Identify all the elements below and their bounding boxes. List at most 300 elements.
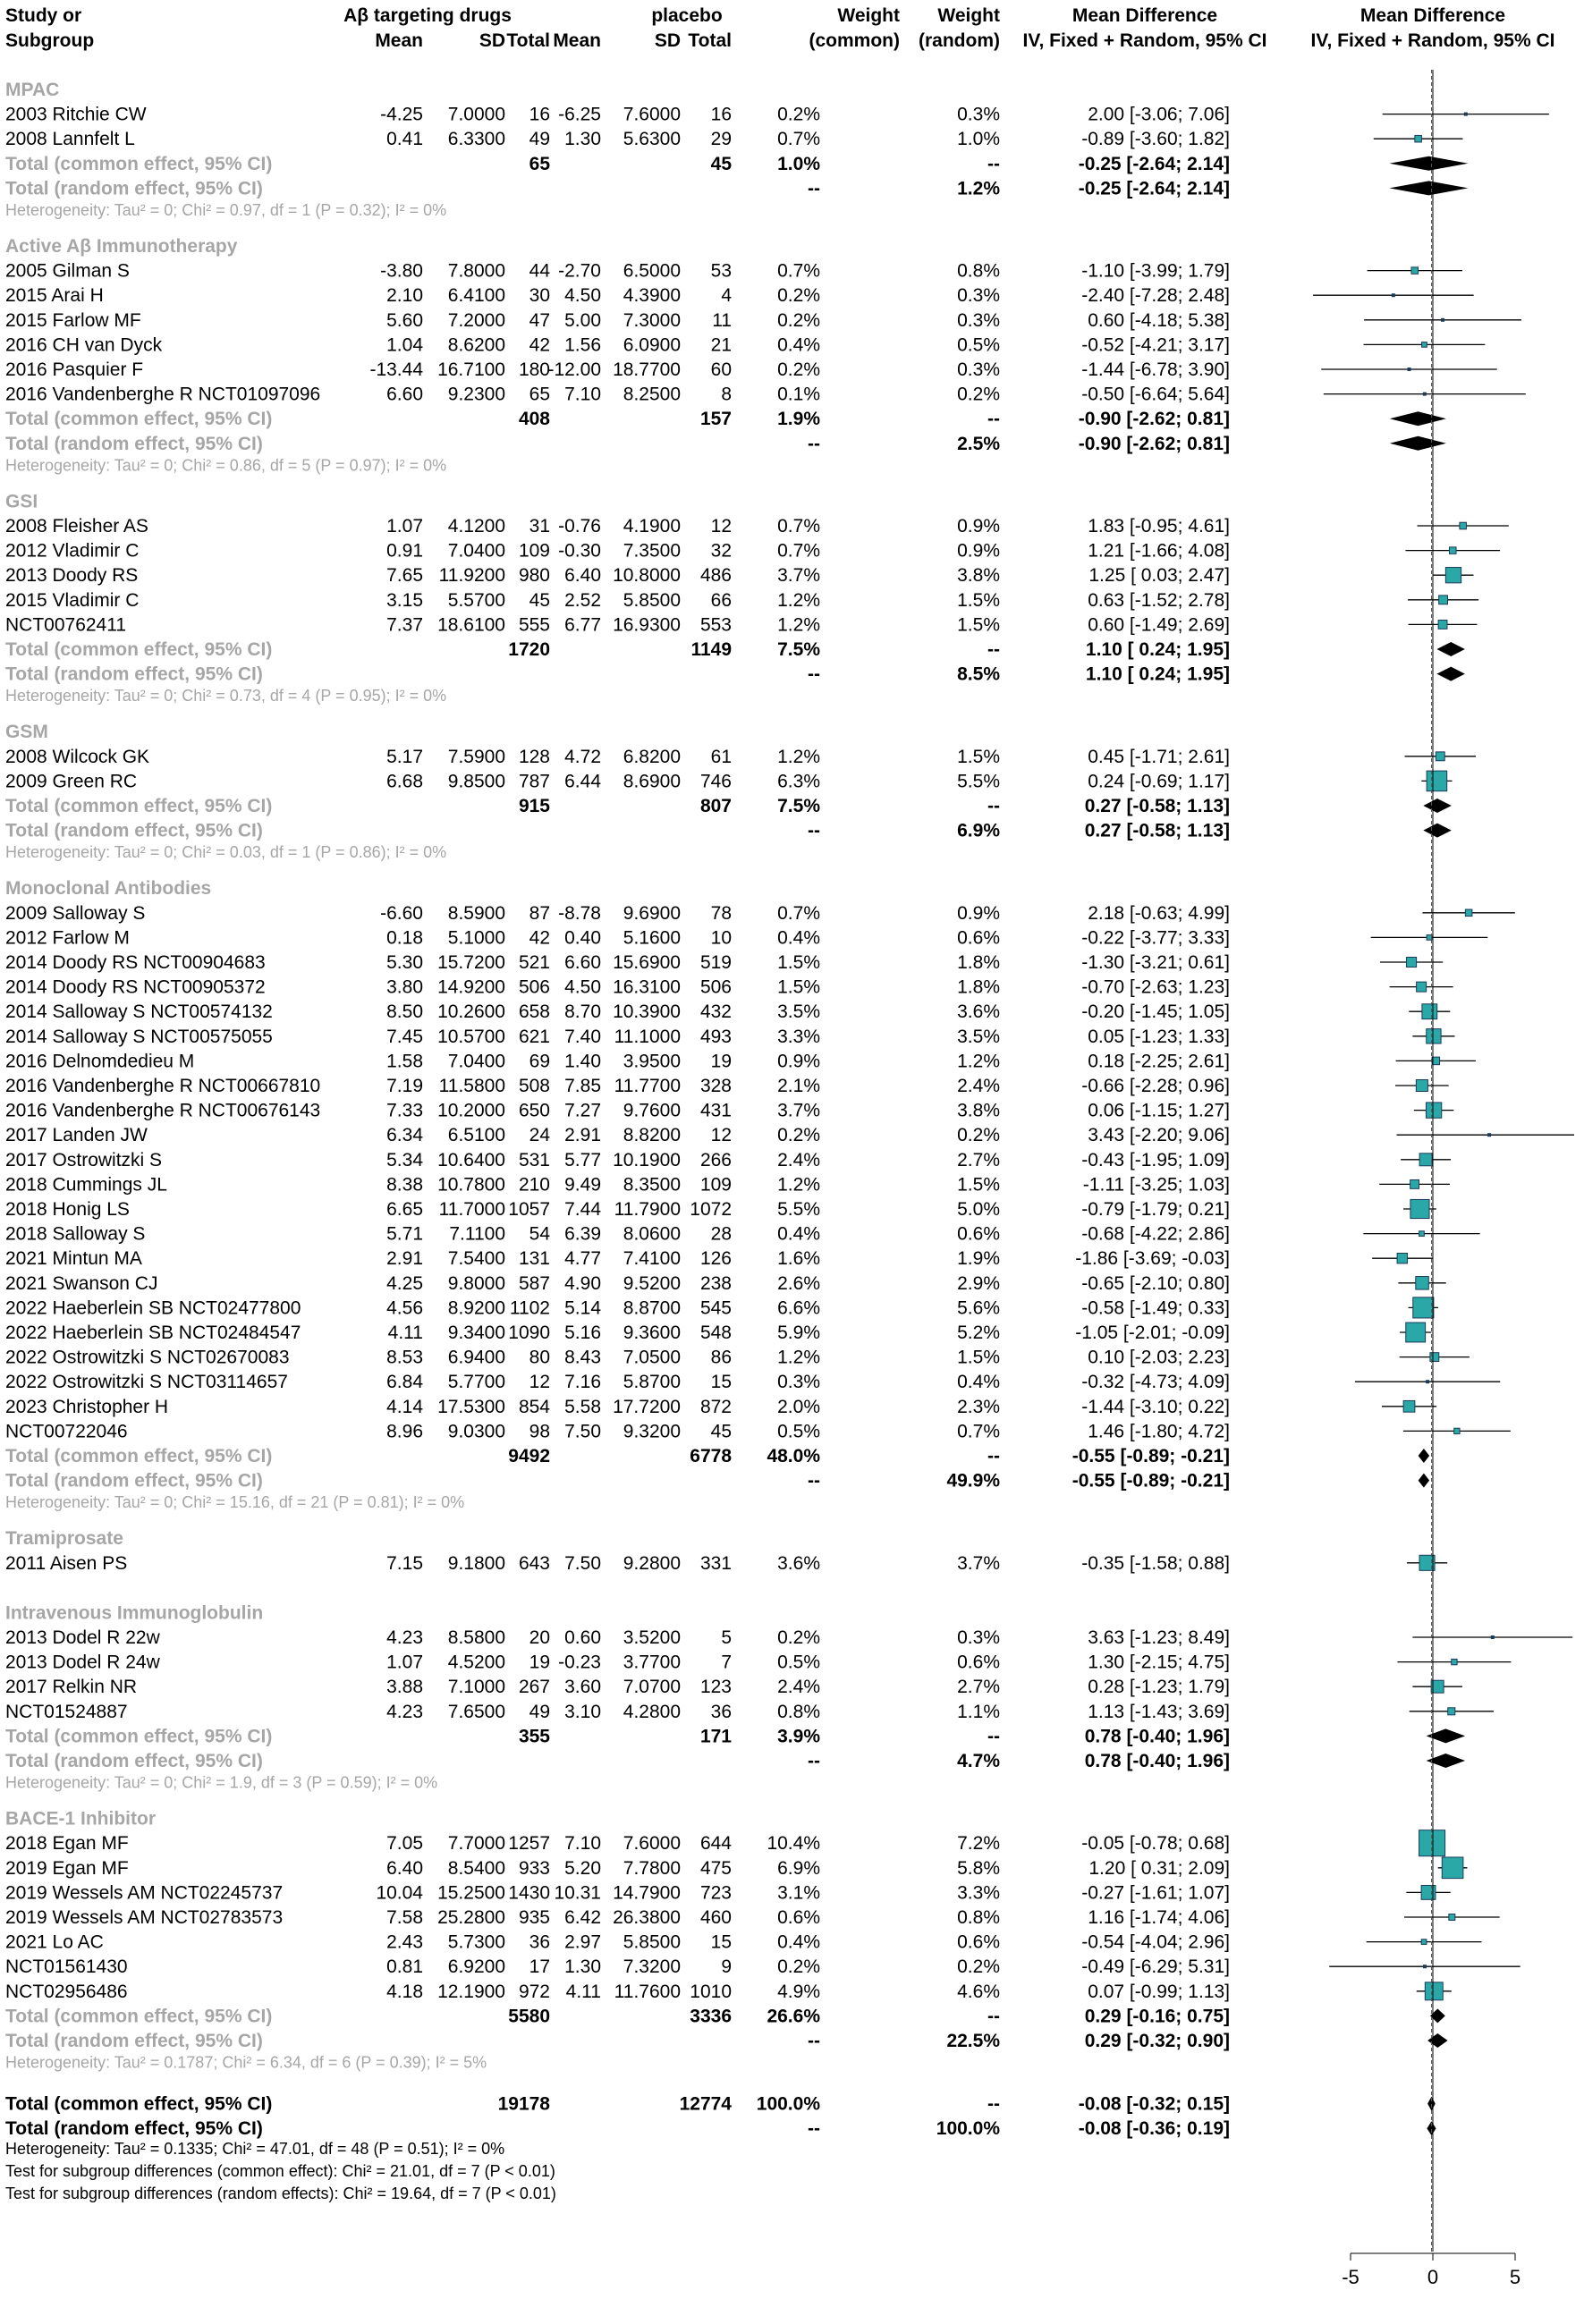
weight-common: 0.5% — [777, 1421, 820, 1442]
md-ci: -0.58 [-1.49; 0.33] — [1081, 1297, 1230, 1319]
ctrl-mean: 5.77 — [564, 1149, 601, 1170]
exp-sd: 7.0000 — [447, 104, 505, 125]
diamond-common — [1390, 411, 1446, 426]
exp-mean: 7.15 — [386, 1552, 423, 1574]
study-name: 2008 Fleisher AS — [5, 516, 148, 537]
weight-random: 3.7% — [957, 1552, 1000, 1574]
exp-sd: 9.8500 — [447, 771, 505, 792]
study-name: 2018 Cummings JL — [5, 1174, 167, 1196]
exp-total: 45 — [529, 589, 550, 611]
ctrl-mean: 9.49 — [564, 1174, 601, 1196]
study-name: 2022 Ostrowitzki S NCT03114657 — [5, 1372, 288, 1393]
header-exp-group: Aβ targeting drugs — [343, 5, 512, 26]
exp-total: 555 — [518, 614, 550, 636]
ctrl-mean: -12.00 — [547, 359, 601, 380]
ctrl-total: 4 — [721, 285, 732, 307]
exp-mean: 1.04 — [386, 334, 423, 356]
ctrl-mean: 7.27 — [564, 1100, 601, 1121]
ctrl-total: 519 — [699, 952, 732, 973]
weight-random: 2.7% — [957, 1677, 1000, 1698]
weight-common: 2.0% — [777, 1396, 820, 1417]
total-weight-random: 8.5% — [957, 663, 1000, 685]
exp-sd: 7.5400 — [447, 1248, 505, 1270]
md-ci: 0.07 [-0.99; 1.13] — [1088, 1981, 1230, 2002]
exp-total: 30 — [529, 285, 550, 307]
diamond-random — [1436, 667, 1464, 681]
diamond-random — [1423, 824, 1451, 838]
exp-total: 36 — [529, 1931, 550, 1953]
ctrl-total: 15 — [710, 1372, 732, 1393]
weight-random: 0.6% — [957, 1223, 1000, 1245]
total-weight-random: -- — [987, 1726, 1000, 1747]
total-weight-random: -- — [987, 2006, 1000, 2027]
weight-random: 3.8% — [957, 565, 1000, 587]
ctrl-mean: 6.39 — [564, 1223, 601, 1245]
study-name: 2016 CH van Dyck — [5, 334, 163, 356]
ctrl-mean: 1.40 — [564, 1051, 601, 1072]
md-ci: 1.46 [-1.80; 4.72] — [1088, 1421, 1230, 1442]
exp-total: 128 — [518, 746, 550, 767]
ctrl-total: 8 — [721, 384, 732, 405]
exp-total: 658 — [518, 1001, 550, 1023]
total-weight-random: -- — [987, 153, 1000, 174]
total-random-label: Total (random effect, 95% CI) — [5, 820, 263, 841]
md-ci: -0.22 [-3.77; 3.33] — [1081, 927, 1230, 949]
weight-common: 0.9% — [777, 1051, 820, 1072]
effect-square — [1441, 318, 1444, 322]
ctrl-total: 1010 — [690, 1981, 732, 2002]
ctrl-mean: 4.50 — [564, 976, 601, 998]
total-weight-random: -- — [987, 1446, 1000, 1466]
total-md-ci: 1.10 [ 0.24; 1.95] — [1085, 639, 1230, 660]
exp-sd: 9.1800 — [447, 1552, 505, 1574]
study-name: 2015 Vladimir C — [5, 589, 140, 611]
md-ci: -1.10 [-3.99; 1.79] — [1081, 260, 1230, 282]
md-ci: 0.10 [-2.03; 2.23] — [1088, 1347, 1230, 1368]
ctrl-mean: 2.52 — [564, 589, 601, 611]
exp-mean: 3.80 — [386, 976, 423, 998]
study-name: 2017 Landen JW — [5, 1125, 148, 1146]
study-name: 2012 Farlow M — [5, 927, 130, 949]
weight-random: 0.6% — [957, 927, 1000, 949]
ctrl-total: 723 — [699, 1882, 732, 1904]
exp-mean: 2.91 — [386, 1248, 423, 1270]
weight-common: 3.5% — [777, 1001, 820, 1023]
total-md-ci: 1.10 [ 0.24; 1.95] — [1085, 663, 1230, 685]
study-name: 2022 Haeberlein SB NCT02477800 — [5, 1297, 301, 1319]
total-ctrl-n: 3336 — [690, 2006, 732, 2027]
weight-random: 1.2% — [957, 1051, 1000, 1072]
exp-total: 521 — [518, 952, 550, 973]
ctrl-sd: 5.8500 — [623, 1931, 681, 1953]
exp-mean: 2.43 — [386, 1931, 423, 1953]
ctrl-mean: 1.30 — [564, 129, 601, 150]
weight-random: 1.8% — [957, 976, 1000, 998]
weight-common: 0.1% — [777, 384, 820, 405]
ctrl-total: 66 — [710, 589, 732, 611]
exp-total: 621 — [518, 1026, 550, 1047]
effect-square — [1416, 1277, 1429, 1290]
ctrl-mean: 0.60 — [564, 1627, 601, 1648]
weight-random: 1.0% — [957, 129, 1000, 150]
md-ci: -2.40 [-7.28; 2.48] — [1081, 285, 1230, 307]
exp-total: 109 — [518, 540, 550, 562]
effect-square — [1397, 1254, 1407, 1263]
ctrl-total: 15 — [710, 1931, 732, 1953]
header-method-plot: IV, Fixed + Random, 95% CI — [1310, 30, 1555, 51]
ctrl-total: 266 — [699, 1149, 732, 1170]
md-ci: -0.05 [-0.78; 0.68] — [1081, 1833, 1230, 1855]
header-md-plot: Mean Difference — [1360, 5, 1506, 26]
exp-mean: 1.58 — [386, 1051, 423, 1072]
ctrl-total: 28 — [710, 1223, 732, 1245]
exp-sd: 7.1000 — [447, 1677, 505, 1698]
exp-sd: 9.3400 — [447, 1323, 505, 1343]
ctrl-mean: 7.10 — [564, 1833, 601, 1855]
header-weight-random: (random) — [919, 30, 1000, 51]
exp-mean: 0.18 — [386, 927, 423, 949]
ctrl-sd: 15.6900 — [613, 952, 681, 973]
total-ctrl-n: 171 — [699, 1726, 732, 1747]
ctrl-total: 5 — [721, 1627, 732, 1648]
weight-common: 1.2% — [777, 589, 820, 611]
weight-random: 0.6% — [957, 1931, 1000, 1953]
study-name: 2022 Haeberlein SB NCT02484547 — [5, 1323, 301, 1343]
weight-common: 1.5% — [777, 952, 820, 973]
weight-random: 0.7% — [957, 1421, 1000, 1442]
ctrl-mean: -2.70 — [558, 260, 601, 282]
study-name: 2014 Doody RS NCT00904683 — [5, 952, 266, 973]
heterogeneity-text: Heterogeneity: Tau² = 0; Chi² = 0.73, df = 4 (P = 0.95); I² = 0% — [5, 687, 447, 706]
md-ci: -0.70 [-2.63; 1.23] — [1081, 976, 1230, 998]
exp-mean: 6.60 — [386, 384, 423, 405]
md-ci: -0.27 [-1.61; 1.07] — [1081, 1882, 1230, 1904]
study-name: 2008 Wilcock GK — [5, 746, 150, 767]
exp-mean: 8.50 — [386, 1001, 423, 1023]
exp-mean: 0.41 — [386, 129, 423, 150]
ctrl-mean: 1.56 — [564, 334, 601, 356]
study-name: 2003 Ritchie CW — [5, 104, 147, 125]
study-name: 2018 Salloway S — [5, 1223, 146, 1245]
weight-common: 0.2% — [777, 1627, 820, 1648]
total-weight-random: 100.0% — [936, 2118, 1000, 2140]
weight-random: 1.5% — [957, 1174, 1000, 1196]
exp-mean: 8.53 — [386, 1347, 423, 1368]
exp-mean: 7.05 — [386, 1833, 423, 1855]
heterogeneity-overall: Heterogeneity: Tau² = 0.1335; Chi² = 47.01, df = 48 (P = 0.51); I² = 0% — [5, 2139, 505, 2158]
ctrl-total: 53 — [710, 260, 732, 282]
study-name: NCT01561430 — [5, 1956, 128, 1978]
ctrl-sd: 9.3600 — [623, 1323, 681, 1343]
exp-sd: 7.5900 — [447, 746, 505, 767]
weight-random: 3.6% — [957, 1001, 1000, 1023]
md-ci: 0.06 [-1.15; 1.27] — [1088, 1100, 1230, 1121]
ctrl-mean: 0.40 — [564, 927, 601, 949]
exp-mean: 8.38 — [386, 1174, 423, 1196]
header-ctrl-group: placebo — [651, 5, 723, 26]
exp-mean: 5.60 — [386, 309, 423, 331]
study-name: 2013 Doody RS — [5, 565, 139, 587]
ctrl-sd: 3.5200 — [623, 1627, 681, 1648]
ctrl-total: 872 — [699, 1396, 732, 1417]
total-md-ci: -0.55 [-0.89; -0.21] — [1072, 1446, 1230, 1466]
exp-total: 19 — [529, 1652, 550, 1673]
weight-common: 0.5% — [777, 1652, 820, 1673]
diamond-common — [1427, 1728, 1465, 1743]
header-sd: SD — [479, 30, 505, 51]
heterogeneity-text: Heterogeneity: Tau² = 0; Chi² = 0.03, df = 1 (P = 0.86); I² = 0% — [5, 843, 447, 862]
exp-mean: 7.19 — [386, 1076, 423, 1096]
subgroup-title: MPAC — [5, 80, 60, 100]
ctrl-total: 36 — [710, 1701, 732, 1722]
exp-mean: 4.25 — [386, 1272, 423, 1294]
total-random-label: Total (random effect, 95% CI) — [5, 433, 263, 454]
ctrl-total: 644 — [699, 1833, 732, 1855]
ctrl-sd: 9.5200 — [623, 1272, 681, 1294]
md-ci: -0.43 [-1.95; 1.09] — [1081, 1149, 1230, 1170]
exp-total: 531 — [518, 1149, 550, 1170]
weight-random: 7.2% — [957, 1833, 1000, 1855]
md-ci: 0.24 [-0.69; 1.17] — [1088, 771, 1230, 792]
study-name: 2015 Arai H — [5, 285, 104, 307]
study-name: 2023 Christopher H — [5, 1396, 169, 1417]
exp-sd: 8.9200 — [447, 1297, 505, 1319]
effect-square — [1439, 596, 1448, 604]
study-name: 2019 Wessels AM NCT02783573 — [5, 1907, 284, 1928]
weight-random: 0.9% — [957, 902, 1000, 924]
total-md-ci: -0.25 [-2.64; 2.14] — [1078, 153, 1230, 174]
total-weight-common: 26.6% — [767, 2006, 820, 2027]
total-weight-common: 1.9% — [777, 409, 820, 430]
total-random-label: Total (random effect, 95% CI) — [5, 1470, 263, 1492]
exp-sd: 7.7000 — [447, 1833, 505, 1855]
exp-mean: 6.68 — [386, 771, 423, 792]
study-name: 2017 Relkin NR — [5, 1677, 138, 1698]
total-weight-common: 7.5% — [777, 639, 820, 660]
ctrl-total: 78 — [710, 902, 732, 924]
ctrl-total: 238 — [699, 1272, 732, 1294]
total-weight-common: 7.5% — [777, 796, 820, 816]
ctrl-total: 548 — [699, 1323, 732, 1343]
exp-sd: 10.7800 — [437, 1174, 505, 1196]
ctrl-sd: 7.6000 — [623, 1833, 681, 1855]
exp-total: 267 — [518, 1677, 550, 1698]
weight-random: 0.6% — [957, 1652, 1000, 1673]
exp-total: 87 — [529, 902, 550, 924]
ctrl-total: 45 — [710, 1421, 732, 1442]
exp-total: 12 — [529, 1372, 550, 1393]
effect-square — [1392, 293, 1395, 297]
weight-common: 6.3% — [777, 771, 820, 792]
ctrl-mean: 4.90 — [564, 1272, 601, 1294]
weight-common: 0.2% — [777, 1956, 820, 1978]
heterogeneity-text: Heterogeneity: Tau² = 0; Chi² = 0.97, df = 1 (P = 0.32); I² = 0% — [5, 201, 447, 219]
subgroup-title: Tramiprosate — [5, 1528, 123, 1550]
ctrl-sd: 8.8200 — [623, 1125, 681, 1146]
ctrl-total: 12 — [710, 516, 732, 537]
study-name: 2018 Egan MF — [5, 1833, 129, 1855]
exp-total: 972 — [518, 1981, 550, 2002]
effect-square — [1454, 1428, 1460, 1433]
ctrl-sd: 7.0500 — [623, 1347, 681, 1368]
exp-sd: 7.1100 — [449, 1223, 505, 1245]
ctrl-sd: 8.0600 — [623, 1223, 681, 1245]
weight-common: 0.7% — [777, 129, 820, 150]
exp-sd: 4.1200 — [447, 516, 505, 537]
ctrl-total: 460 — [699, 1907, 732, 1928]
ctrl-total: 493 — [699, 1026, 732, 1047]
heterogeneity-text: Heterogeneity: Tau² = 0; Chi² = 15.16, df = 21 (P = 0.81); I² = 0% — [5, 1493, 465, 1512]
diamond-random — [1390, 436, 1446, 451]
exp-sd: 14.9200 — [437, 976, 505, 998]
exp-total: 16 — [529, 104, 550, 125]
exp-mean: 0.91 — [386, 540, 423, 562]
exp-sd: 7.2000 — [447, 309, 505, 331]
total-weight-random: -- — [987, 639, 1000, 660]
md-ci: 1.30 [-2.15; 4.75] — [1088, 1652, 1230, 1673]
effect-square — [1427, 935, 1432, 941]
diamond-random — [1389, 181, 1468, 195]
weight-common: 1.2% — [777, 746, 820, 767]
weight-common: 3.7% — [777, 565, 820, 587]
md-ci: 1.21 [-1.66; 4.08] — [1088, 540, 1230, 562]
ctrl-sd: 4.2800 — [623, 1701, 681, 1722]
exp-total: 210 — [518, 1174, 550, 1196]
effect-square — [1448, 1708, 1455, 1715]
md-ci: -0.79 [-1.79; 0.21] — [1081, 1199, 1230, 1220]
effect-square — [1419, 1231, 1425, 1237]
weight-common: 10.4% — [767, 1833, 820, 1855]
md-ci: -0.68 [-4.22; 2.86] — [1081, 1223, 1230, 1245]
study-name: 2021 Lo AC — [5, 1931, 104, 1953]
effect-square — [1408, 368, 1411, 371]
study-name: 2013 Dodel R 24w — [5, 1652, 160, 1673]
ctrl-total: 475 — [699, 1857, 732, 1879]
exp-total: 1430 — [508, 1882, 550, 1904]
exp-total: 933 — [518, 1857, 550, 1879]
exp-mean: 7.65 — [386, 565, 423, 587]
effect-square — [1491, 1635, 1495, 1639]
exp-sd: 10.6400 — [437, 1149, 505, 1170]
exp-sd: 25.2800 — [437, 1907, 505, 1928]
ctrl-total: 123 — [699, 1677, 732, 1698]
weight-common: 0.7% — [777, 902, 820, 924]
exp-sd: 5.1000 — [447, 927, 505, 949]
weight-common: 3.7% — [777, 1100, 820, 1121]
ctrl-total: 10 — [710, 927, 732, 949]
weight-random: 2.7% — [957, 1149, 1000, 1170]
ctrl-sd: 9.7600 — [623, 1100, 681, 1121]
ctrl-sd: 10.8000 — [613, 565, 681, 587]
effect-square — [1419, 1154, 1432, 1166]
ctrl-sd: 9.2800 — [623, 1552, 681, 1574]
diamond-common — [1423, 799, 1451, 813]
exp-total: 98 — [529, 1421, 550, 1442]
ctrl-total: 16 — [710, 104, 732, 125]
exp-mean: -13.44 — [369, 359, 423, 380]
header-subgroup: Subgroup — [5, 30, 95, 51]
heterogeneity-text: Heterogeneity: Tau² = 0; Chi² = 0.86, df = 5 (P = 0.97); I² = 0% — [5, 456, 447, 475]
weight-common: 1.2% — [777, 1174, 820, 1196]
total-exp-n: 915 — [518, 796, 550, 816]
weight-common: 4.9% — [777, 1981, 820, 2002]
effect-square — [1438, 620, 1447, 629]
total-ctrl-n: 45 — [710, 153, 732, 174]
effect-square — [1406, 1323, 1426, 1342]
exp-mean: 4.11 — [387, 1323, 423, 1343]
weight-random: 1.5% — [957, 614, 1000, 636]
ctrl-mean: 6.42 — [564, 1907, 601, 1928]
md-ci: -1.05 [-2.01; -0.09] — [1075, 1323, 1230, 1343]
effect-square — [1411, 267, 1419, 275]
exp-mean: 6.65 — [386, 1199, 423, 1220]
md-ci: -0.50 [-6.64; 5.64] — [1081, 384, 1230, 405]
total-common-label: Total (common effect, 95% CI) — [5, 1726, 273, 1747]
ctrl-total: 21 — [710, 334, 732, 356]
subgroup-title: BACE-1 Inhibitor — [5, 1808, 156, 1830]
exp-mean: 4.18 — [386, 1981, 423, 2002]
ctrl-mean: 7.40 — [564, 1026, 601, 1047]
exp-mean: 5.34 — [386, 1149, 423, 1170]
exp-sd: 8.5400 — [447, 1857, 505, 1879]
study-name: 2016 Vandenberghe R NCT01097096 — [5, 384, 321, 405]
exp-total: 508 — [518, 1076, 550, 1096]
md-ci: -0.20 [-1.45; 1.05] — [1081, 1001, 1230, 1023]
exp-mean: 5.30 — [386, 952, 423, 973]
ctrl-sd: 10.3900 — [613, 1001, 681, 1023]
study-name: 2015 Farlow MF — [5, 309, 141, 331]
ctrl-mean: 7.85 — [564, 1076, 601, 1096]
total-weight-common: -- — [808, 663, 820, 685]
exp-total: 42 — [529, 334, 550, 356]
effect-square — [1422, 1004, 1437, 1019]
exp-total: 54 — [529, 1223, 550, 1245]
weight-common: 2.6% — [777, 1272, 820, 1294]
ctrl-mean: 5.00 — [564, 309, 601, 331]
ctrl-sd: 9.3200 — [623, 1421, 681, 1442]
header-sd: SD — [654, 30, 681, 51]
ctrl-sd: 3.7700 — [623, 1652, 681, 1673]
ctrl-mean: 4.72 — [564, 746, 601, 767]
total-random-label: Total (random effect, 95% CI) — [5, 2118, 263, 2140]
exp-mean: 6.84 — [386, 1372, 423, 1393]
md-ci: 0.05 [-1.23; 1.33] — [1088, 1026, 1230, 1047]
ctrl-sd: 7.4100 — [623, 1248, 681, 1270]
ctrl-sd: 8.3500 — [623, 1174, 681, 1196]
ctrl-total: 328 — [699, 1076, 732, 1096]
total-exp-n: 5580 — [508, 2006, 550, 2027]
total-md-ci: -0.08 [-0.32; 0.15] — [1078, 2093, 1230, 2115]
ctrl-sd: 3.9500 — [623, 1051, 681, 1072]
x-tick-label: -5 — [1342, 2266, 1360, 2288]
exp-mean: 7.33 — [386, 1100, 423, 1121]
ctrl-total: 32 — [710, 540, 732, 562]
exp-total: 506 — [518, 976, 550, 998]
header-weight-common: (common) — [809, 30, 900, 51]
effect-square — [1419, 1830, 1445, 1856]
weight-common: 1.2% — [777, 614, 820, 636]
total-md-ci: -0.90 [-2.62; 0.81] — [1078, 409, 1230, 430]
total-md-ci: 0.27 [-0.58; 1.13] — [1084, 820, 1230, 841]
weight-common: 3.6% — [777, 1552, 820, 1574]
exp-total: 31 — [529, 516, 550, 537]
weight-common: 1.6% — [777, 1248, 820, 1270]
ctrl-total: 9 — [721, 1956, 732, 1978]
exp-total: 49 — [529, 129, 550, 150]
weight-common: 0.2% — [777, 309, 820, 331]
effect-square — [1422, 342, 1427, 348]
effect-square — [1410, 1199, 1429, 1218]
